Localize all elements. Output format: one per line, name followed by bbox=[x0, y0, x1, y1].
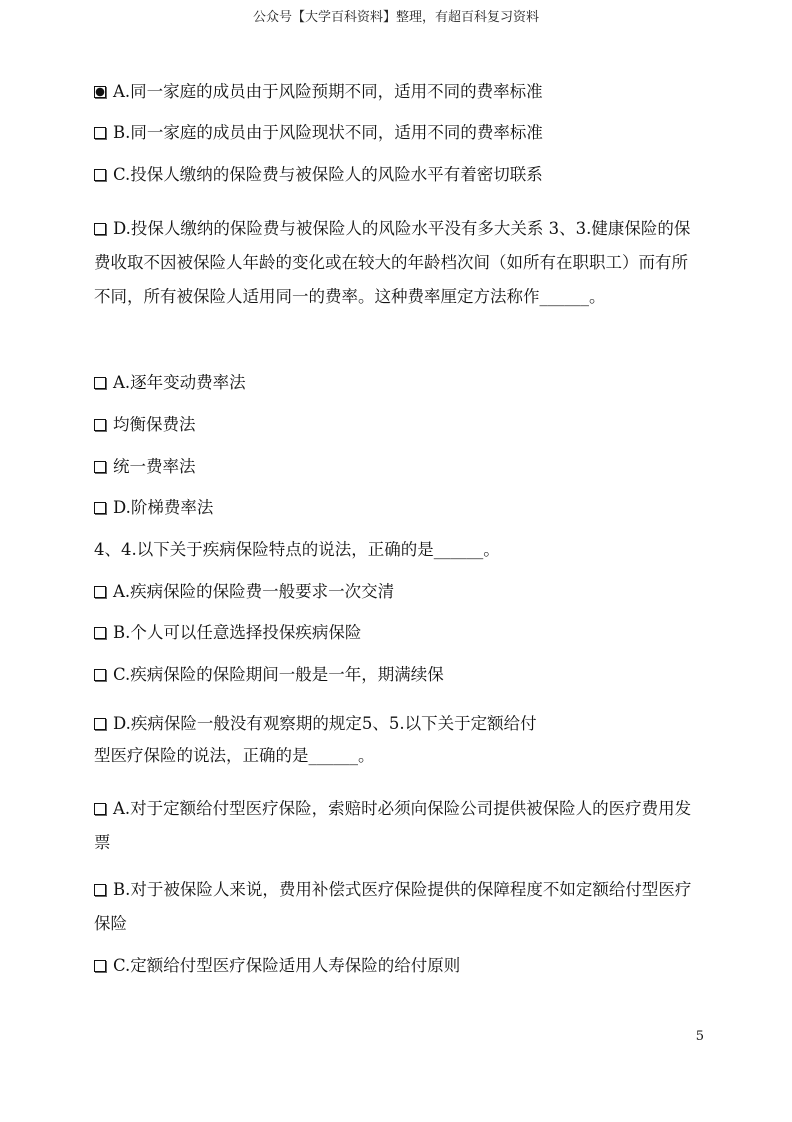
q4-option-d[interactable] bbox=[94, 713, 537, 735]
checkbox-icon[interactable] bbox=[94, 127, 106, 139]
q5-stem-continued: 型医疗保险的说法，正确的是______。 bbox=[94, 746, 375, 765]
q3-option-d-text: D.阶梯费率法 bbox=[113, 498, 214, 517]
q2-option-a[interactable] bbox=[94, 81, 543, 103]
checkbox-icon[interactable] bbox=[94, 223, 106, 235]
checkbox-icon[interactable] bbox=[94, 960, 106, 972]
radio-checked-icon[interactable] bbox=[94, 86, 106, 98]
q2-option-d-text: D.投保人缴纳的保险费与被保险人的风险水平没有多大关系 3、3.健康保险的保费收取不因被保险人年龄的变化或在较大的年龄档次间（如所有在职职工）而有所不同，所有被保险人适用同一的费率。这种费率厘定方法称作______。 bbox=[94, 219, 691, 306]
q4-option-c-text: C.疾病保险的保险期间一般是一年，期满续保 bbox=[113, 665, 444, 684]
checkbox-icon[interactable] bbox=[94, 669, 106, 681]
q4-option-c[interactable] bbox=[94, 664, 444, 686]
q4-option-d-text: D.疾病保险一般没有观察期的规定5、5.以下关于定额给付 bbox=[113, 714, 537, 733]
q3-option-b-text: 均衡保费法 bbox=[113, 415, 196, 434]
checkbox-icon[interactable] bbox=[94, 884, 106, 896]
checkbox-icon[interactable] bbox=[94, 377, 106, 389]
checkbox-icon[interactable] bbox=[94, 169, 106, 181]
checkbox-icon[interactable] bbox=[94, 718, 106, 730]
q4-option-a[interactable] bbox=[94, 581, 394, 603]
checkbox-icon[interactable] bbox=[94, 803, 106, 815]
checkbox-icon[interactable] bbox=[94, 461, 106, 473]
page-number: 5 bbox=[695, 1029, 704, 1044]
checkbox-icon[interactable] bbox=[94, 586, 106, 598]
checkbox-icon[interactable] bbox=[94, 627, 106, 639]
checkbox-icon[interactable] bbox=[94, 502, 106, 514]
q4-stem: 4、4.以下关于疾病保险特点的说法，正确的是______。 bbox=[94, 540, 500, 559]
q4-option-a-text: A.疾病保险的保险费一般要求一次交清 bbox=[113, 582, 395, 601]
q3-option-d[interactable] bbox=[94, 497, 213, 519]
q5-option-b[interactable] bbox=[94, 873, 699, 941]
q3-option-a-text: A.逐年变动费率法 bbox=[113, 373, 246, 392]
q2-option-b[interactable] bbox=[94, 122, 543, 144]
q3-option-a[interactable] bbox=[94, 372, 246, 394]
q4-option-b-text: B.个人可以任意选择投保疾病保险 bbox=[113, 623, 362, 642]
q2-option-b-text: B.同一家庭的成员由于风险现状不同，适用不同的费率标准 bbox=[113, 123, 543, 142]
q3-option-c-text: 统一费率法 bbox=[113, 457, 196, 476]
q2-option-c[interactable] bbox=[94, 164, 543, 186]
q5-option-a[interactable] bbox=[94, 792, 699, 860]
q3-option-c[interactable] bbox=[94, 456, 196, 478]
q5-option-a-text: A.对于定额给付型医疗保险，索赔时必须向保险公司提供被保险人的医疗费用发票 bbox=[94, 799, 692, 852]
checkbox-icon[interactable] bbox=[94, 419, 106, 431]
q5-option-c[interactable] bbox=[94, 955, 460, 977]
q3-option-b[interactable] bbox=[94, 414, 196, 436]
q5-option-c-text: C.定额给付型医疗保险适用人寿保险的给付原则 bbox=[113, 956, 461, 975]
q2-option-d-and-q3-stem[interactable] bbox=[94, 212, 699, 314]
q4-option-b[interactable] bbox=[94, 622, 361, 644]
q2-option-c-text: C.投保人缴纳的保险费与被保险人的风险水平有着密切联系 bbox=[113, 165, 543, 184]
page-header: 公众号【大学百科资料】整理，有超百科复习资料 bbox=[252, 10, 539, 25]
q2-option-a-text: A.同一家庭的成员由于风险预期不同，适用不同的费率标准 bbox=[113, 82, 543, 101]
q5-option-b-text: B.对于被保险人来说，费用补偿式医疗保险提供的保障程度不如定额给付型医疗保险 bbox=[94, 880, 692, 933]
